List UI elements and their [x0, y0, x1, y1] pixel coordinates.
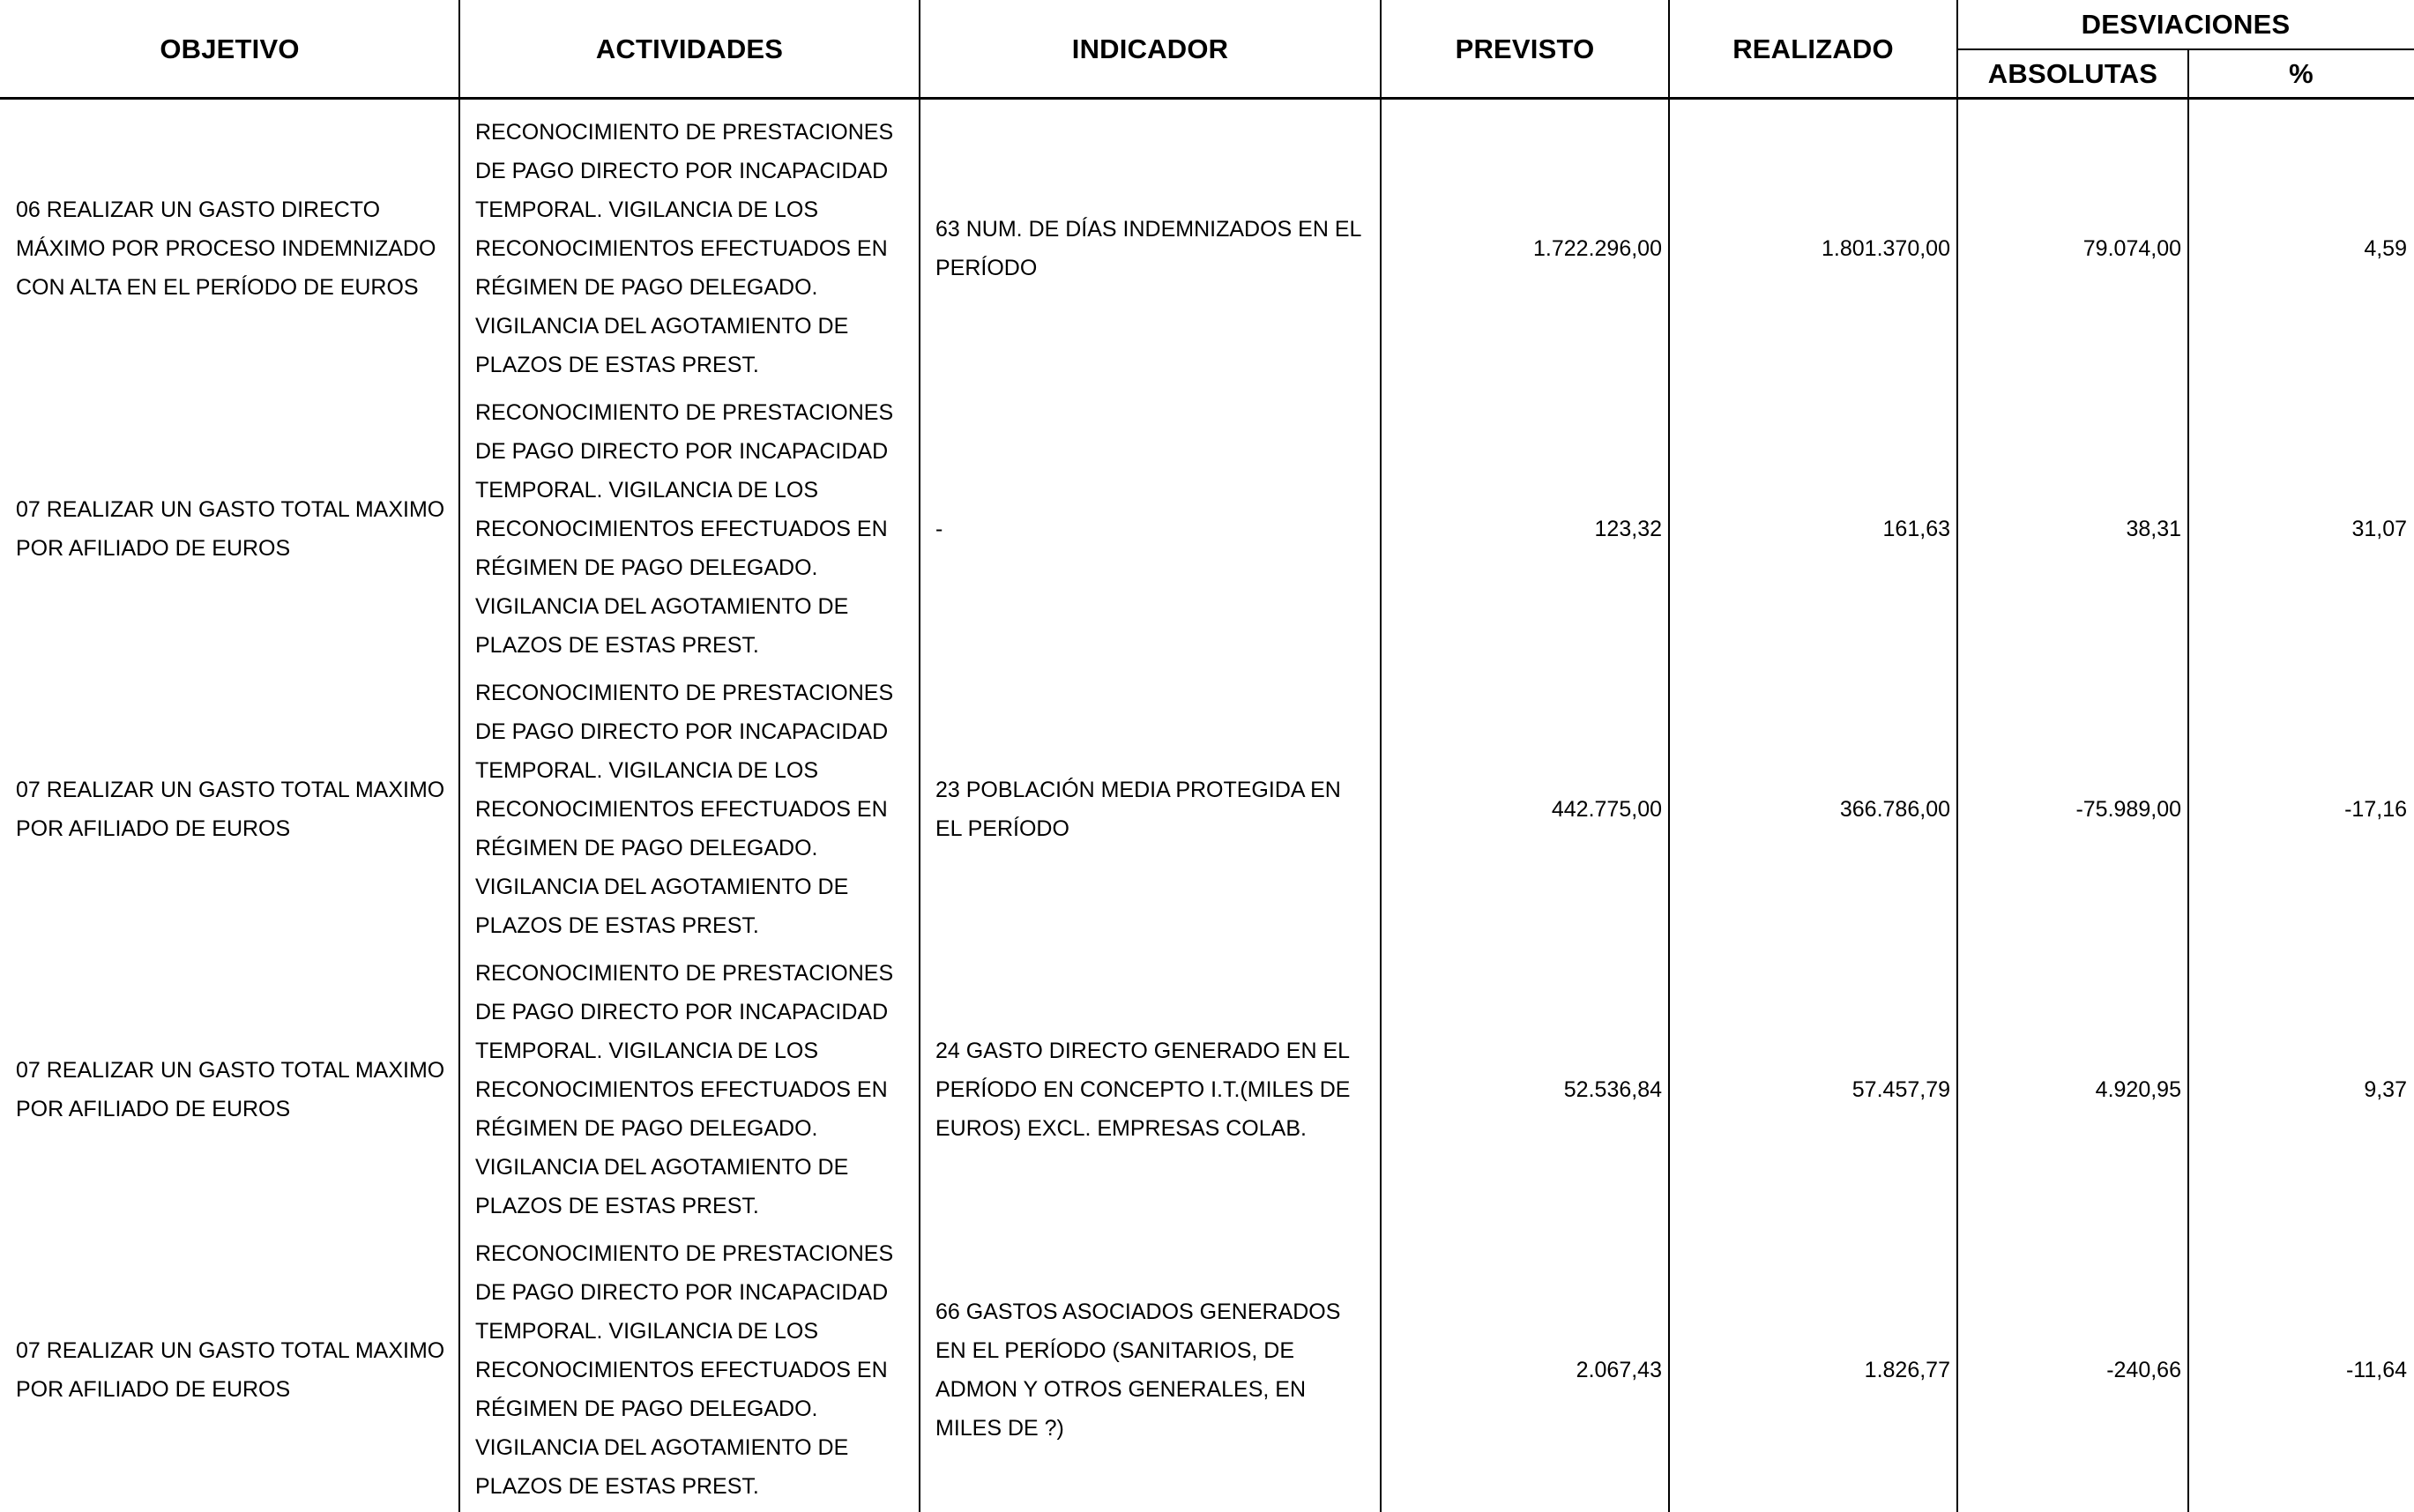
header-previsto: PREVISTO	[1455, 33, 1595, 64]
table-row-porcentaje: 31,07	[2351, 517, 2407, 541]
table-row-objetivo: 07 REALIZAR UN GASTO TOTAL MAXIMO POR AFILIADO DE EUROS	[16, 1338, 445, 1402]
table-row-actividades: RECONOCIMIENTO DE PRESTACIONES DE PAGO DIRECTO POR INCAPACIDAD TEMPORAL. VIGILANCIA DE LOS RECONOCIMIENTOS EFECTUADOS EN RÉGIMEN DE PAGO DELEGADO. VIGILANCIA DEL AGOTAMIENTO DE PLAZOS DE ESTAS PREST.	[475, 681, 894, 938]
table-row-objetivo: 07 REALIZAR UN GASTO TOTAL MAXIMO POR AFILIADO DE EUROS	[16, 497, 445, 561]
table-row-objetivo: 07 REALIZAR UN GASTO TOTAL MAXIMO POR AFILIADO DE EUROS	[16, 1058, 445, 1121]
table-row-realizado: 161,63	[1882, 517, 1950, 541]
table-row-previsto: 52.536,84	[1563, 1077, 1662, 1102]
table-row-absolutas: -75.989,00	[2075, 797, 2181, 822]
table-row-porcentaje: 4,59	[2364, 236, 2407, 261]
table-row-absolutas: -240,66	[2106, 1358, 2181, 1382]
table-row-previsto: 123,32	[1594, 517, 1662, 541]
header-desviaciones: DESVIACIONES	[2081, 9, 2291, 40]
table-row-realizado: 1.801.370,00	[1822, 236, 1950, 261]
table-row-objetivo: 06 REALIZAR UN GASTO DIRECTO MÁXIMO POR PROCESO INDEMNIZADO CON ALTA EN EL PERÍODO DE EUROS	[16, 197, 436, 300]
header-actividades: ACTIVIDADES	[595, 33, 784, 64]
table-row-realizado: 57.457,79	[1851, 1077, 1950, 1102]
table-row-previsto: 442.775,00	[1551, 797, 1662, 822]
table-row-actividades: RECONOCIMIENTO DE PRESTACIONES DE PAGO DIRECTO POR INCAPACIDAD TEMPORAL. VIGILANCIA DE LOS RECONOCIMIENTOS EFECTUADOS EN RÉGIMEN DE PAGO DELEGADO. VIGILANCIA DEL AGOTAMIENTO DE PLAZOS DE ESTAS PREST.	[475, 961, 894, 1218]
header-absolutas: ABSOLUTAS	[1987, 57, 2158, 89]
header-indicador: INDICADOR	[1071, 33, 1229, 64]
table-row-previsto: 1.722.296,00	[1533, 236, 1662, 261]
table-row-objetivo: 07 REALIZAR UN GASTO TOTAL MAXIMO POR AFILIADO DE EUROS	[16, 778, 445, 841]
table-row-actividades: RECONOCIMIENTO DE PRESTACIONES DE PAGO DIRECTO POR INCAPACIDAD TEMPORAL. VIGILANCIA DE LOS RECONOCIMIENTOS EFECTUADOS EN RÉGIMEN DE PAGO DELEGADO. VIGILANCIA DEL AGOTAMIENTO DE PLAZOS DE ESTAS PREST.	[475, 400, 894, 658]
table-row-indicador: 23 POBLACIÓN MEDIA PROTEGIDA EN EL PERÍODO	[935, 778, 1341, 841]
table-row-realizado: 1.826,77	[1864, 1358, 1950, 1382]
table-row-absolutas: 38,31	[2126, 517, 2181, 541]
table-row-absolutas: 4.920,95	[2095, 1077, 2181, 1102]
table-row-previsto: 2.067,43	[1576, 1358, 1662, 1382]
desviaciones-rule	[1957, 48, 2414, 50]
table-row-actividades: RECONOCIMIENTO DE PRESTACIONES DE PAGO DIRECTO POR INCAPACIDAD TEMPORAL. VIGILANCIA DE LOS RECONOCIMIENTOS EFECTUADOS EN RÉGIMEN DE PAGO DELEGADO. VIGILANCIA DEL AGOTAMIENTO DE PLAZOS DE ESTAS PREST.	[475, 1241, 894, 1499]
table-row-indicador: -	[935, 517, 943, 541]
table-row-indicador: 66 GASTOS ASOCIADOS GENERADOS EN EL PERÍODO (SANITARIOS, DE ADMON Y OTROS GENERALES, EN MILES DE ?)	[935, 1300, 1341, 1441]
header-rule	[0, 97, 2414, 100]
table-row-indicador: 24 GASTO DIRECTO GENERADO EN EL PERÍODO EN CONCEPTO I.T.(MILES DE EUROS) EXCL. EMPRESAS COLAB.	[935, 1039, 1351, 1141]
header-objetivo: OBJETIVO	[160, 33, 300, 64]
header-realizado: REALIZADO	[1732, 33, 1894, 64]
table-row-actividades: RECONOCIMIENTO DE PRESTACIONES DE PAGO DIRECTO POR INCAPACIDAD TEMPORAL. VIGILANCIA DE LOS RECONOCIMIENTOS EFECTUADOS EN RÉGIMEN DE PAGO DELEGADO. VIGILANCIA DEL AGOTAMIENTO DE PLAZOS DE ESTAS PREST.	[475, 120, 894, 377]
table-row-porcentaje: -11,64	[2345, 1358, 2407, 1382]
table-row-porcentaje: 9,37	[2364, 1077, 2407, 1102]
table-row-realizado: 366.786,00	[1839, 797, 1950, 822]
table-row-absolutas: 79.074,00	[2082, 236, 2181, 261]
header-porcentaje: %	[2289, 57, 2313, 89]
table-row-porcentaje: -17,16	[2344, 797, 2407, 822]
table-row-indicador: 63 NUM. DE DÍAS INDEMNIZADOS EN EL PERÍODO	[935, 217, 1362, 280]
